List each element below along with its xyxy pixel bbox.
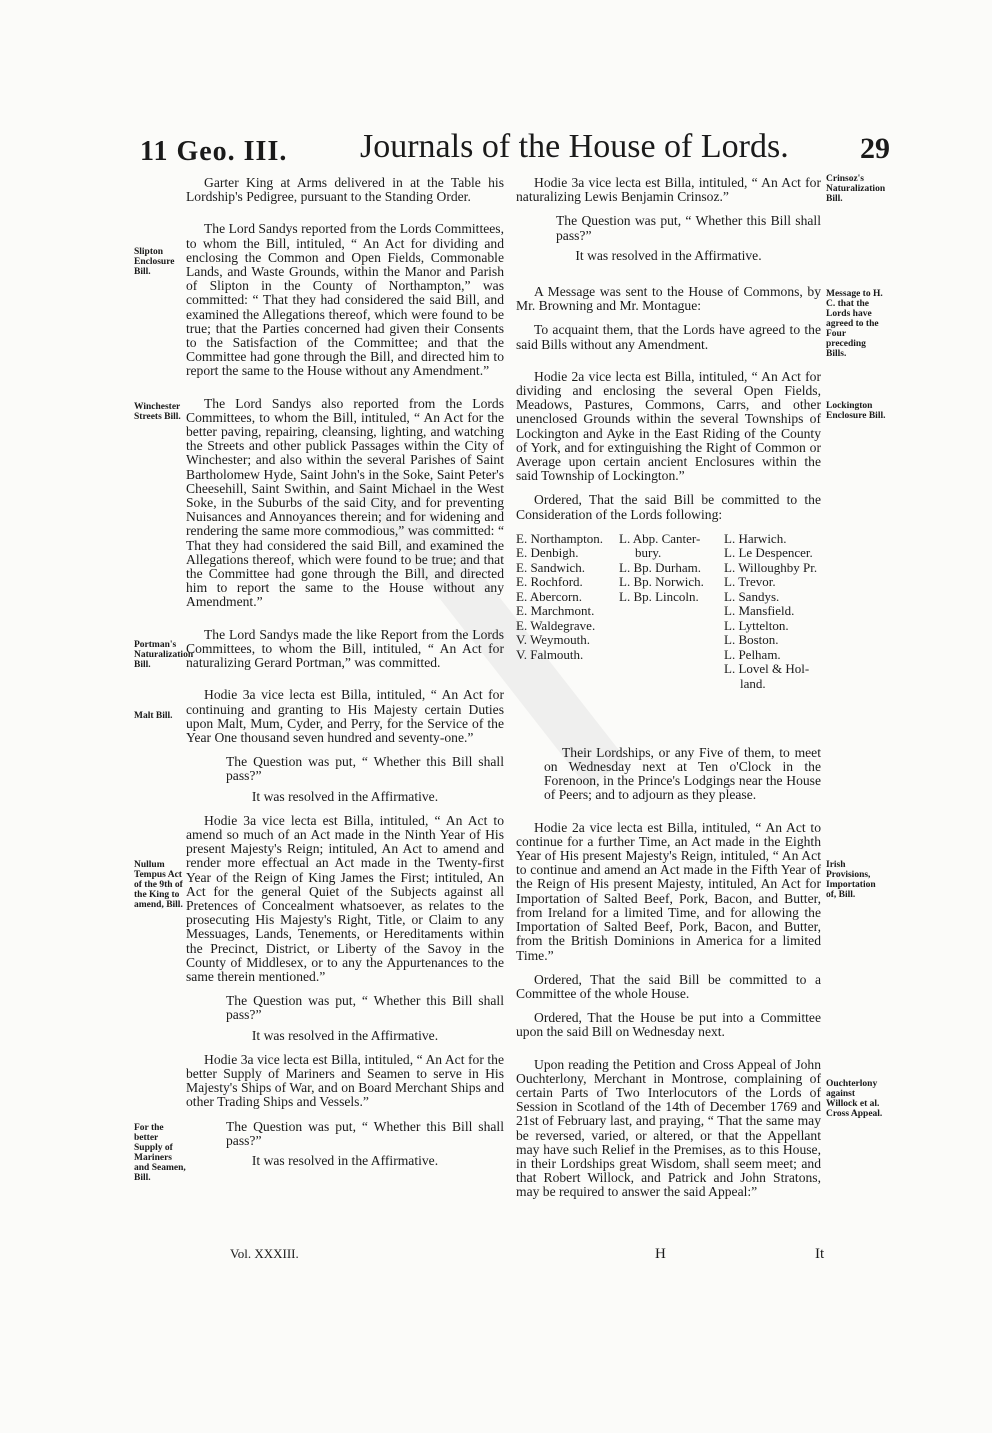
page-number: 29: [860, 132, 890, 165]
resolution-line: It was resolved in the Affirmative.: [251, 788, 439, 804]
regnal-year: 11 Geo. III.: [140, 136, 288, 167]
margin-note-nullum-tempus: Nullum Tempus Act of the 9th of the King to amend, Bill.: [134, 860, 183, 910]
volume-label: Vol. XXXIII.: [230, 1246, 299, 1261]
lords-list-column-1: [516, 532, 611, 663]
lord-name: land.: [740, 675, 766, 691]
resolution-line: It was resolved in the Affirmative.: [251, 1152, 439, 1168]
paragraph: A Message was sent to the House of Commons, by Mr. Browning and Mr. Montague:: [516, 284, 821, 314]
catchword: It: [815, 1246, 825, 1262]
question-line: The Question was put, “ Whether this Bill shall pass?”: [556, 213, 821, 243]
lord-name: E. Northampton.: [516, 530, 604, 546]
margin-note-message: Message to H. C. that the Lords have agreed to the Four preceding Bills.: [826, 289, 883, 359]
lord-name: L. Bp. Lincoln.: [619, 588, 699, 604]
margin-note-lockington: Lockington Enclosure Bill.: [826, 401, 886, 421]
lord-name: L. Mansfield.: [724, 603, 795, 619]
lord-name: L. Abp. Canter-: [619, 530, 701, 546]
lords-list-column-2: [619, 532, 719, 605]
lord-name: L. Sandys.: [724, 588, 780, 604]
lord-name: E. Rochford.: [516, 574, 583, 590]
lord-name: L. Willoughby Pr.: [724, 559, 818, 575]
lord-name: L. Pelham.: [724, 646, 781, 662]
question-line: The Question was put, “ Whether this Bill shall pass?”: [226, 1118, 504, 1148]
paragraph: The Lord Sandys reported from the Lords Committees, to whom the Bill, intituled, “ An Act for dividing and enclosing the Common and Open Fields, Commonable Lands, and Waste Grounds, within the Manor and Parish of Slipton in the County of Northampton,” was committed: “ That they had considered the said Bill, and examined the Allegations thereof, which were found to be true; that the Parties concerned had given their Consents to the Satisfaction of the Committee; and that the Committee had gone through the Bill, and directed him to report the same to the House without any Amendment.”: [186, 221, 504, 379]
lord-name: L. Le Despencer.: [724, 545, 813, 561]
question-line: The Question was put, “ Whether this Bill shall pass?”: [226, 993, 504, 1023]
paragraph: Hodie 3a vice lecta est Billa, intituled, “ An Act to amend so much of an Act made in the Ninth Year of His present Majesty's Reign; intituled, An Act to amend and render more effectual an Act made in the Twenty-first Year of the Reign of King James the First; intituled, An Act for the general Quiet of the Subjects against all Pretences of Concealment whatsoever, as relates to the prosecuting His Majesty's Right, Title, or Claim to any Messuages, Lands, Tenements, or Hereditaments within the Precinct, District, or Liberty of the Savoy in the County of Middlesex, or to any the Appurtenances to the same therein mentioned.”: [186, 812, 504, 984]
left-column: [186, 176, 504, 1178]
lord-name: V. Falmouth.: [516, 646, 584, 662]
lord-name: E. Abercorn.: [516, 588, 583, 604]
paragraph: Ordered, That the said Bill be committed to the Consideration of the Lords following:: [516, 492, 821, 522]
paragraph: Hodie 3a vice lecta est Billa, intituled, “ An Act for continuing and granting to His Majesty certain Duties upon Malt, Mum, Cyder, and Perry, for the Service of the Year One thousand seven hundred and seventy-one.”: [186, 687, 504, 745]
question-line: The Question was put, “ Whether this Bill shall pass?”: [226, 754, 504, 784]
resolution-line: It was resolved in the Affirmative.: [575, 247, 762, 263]
margin-note-slipton: Slipton Enclosure Bill.: [134, 247, 175, 277]
paragraph: Ordered, That the said Bill be committed to a Committee of the whole House.: [516, 971, 821, 1001]
paragraph: Upon reading the Petition and Cross Appeal of John Ouchterlony, Merchant in Montrose, complaining of certain Parts of Two Interlocutors of the Lords of Session in Scotland of the 14th of December 1769 and 21st of February last, and praying, “ That the same may be reversed, varied, or altered, or that the Appellant may have such Relief in the Premises, as to this House, in their Lordships great Wisdom, shall seem meet; and that Robert Willock, and Patrick and John Stratons, may be required to answer the said Appeal:”: [516, 1056, 821, 1200]
paragraph: Hodie 3a vice lecta est Billa, intituled, “ An Act for the better Supply of Mariners and Seamen to serve in His Majesty's Ships of War, and on Board Merchant Ships and other Trading Ships and Vessels.”: [186, 1051, 504, 1110]
margin-note-crinsoz: Crinsoz's Naturalization Bill.: [826, 174, 886, 204]
lord-name: E. Waldegrave.: [516, 617, 596, 633]
lord-name: E. Sandwich.: [516, 559, 585, 575]
lord-name: L. Lyttelton.: [724, 617, 789, 633]
lord-name: L. Boston.: [724, 632, 779, 648]
paragraph: Hodie 2a vice lecta est Billa, intituled, “ An Act for dividing and enclosing the several Open Fields, Meadows, Pastures, Commons, Carrs, and other unenclosed Grounds within the several Townships of Lockington and Ayke in the East Riding of the County of York, and for extinguishing the Right of Common or Average upon certain ancient Enclosures within the said Township of Lockington.”: [516, 368, 821, 484]
paragraph: Ordered, That the House be put into a Committee upon the said Bill on Wednesday next.: [516, 1010, 821, 1040]
lord-name: L. Bp. Norwich.: [619, 574, 704, 590]
paragraph: To acquaint them, that the Lords have agreed to the said Bills without any Amendment.: [516, 322, 821, 352]
signature-mark: H: [655, 1246, 666, 1262]
lord-name: E. Marchmont.: [516, 603, 595, 619]
paragraph: Garter King at Arms delivered in at the Table his Lordship's Pedigree, pursuant to the Standing Order.: [186, 175, 504, 205]
paragraph: Hodie 2a vice lecta est Billa, intituled, “ An Act to continue for a further Time, an Act made in the Eighth Year of His present Majesty's Reign, intituled, “ An Act to continue and amend an Act made in the Fifth Year of the Reign of His present Majesty, intituled, An Act for Importation of Salted Beef, Pork, Bacon, and Butter, from Ireland for a limited Time, and for allowing the Importation of Salted Beef, Pork, Bacon, and Butter, from the British Dominions in America for a limited Time.”: [516, 819, 821, 963]
resolution-line: It was resolved in the Affirmative.: [251, 1027, 439, 1043]
running-header: [140, 128, 890, 176]
lord-name: L. Bp. Durham.: [619, 559, 701, 575]
margin-note-irish-provisions: Irish Provisions, Importation of, Bill.: [826, 860, 876, 900]
margin-note-ouchterlony: Ouchterlony against Willock et al. Cross Appeal.: [826, 1079, 883, 1119]
paragraph: The Lord Sandys also reported from the Lords Committees, to whom the Bill, intituled, “ An Act for the better paving, repairing, cleansing, lighting, and watching the Streets and other publick Passages within the City of Winchester; and also within the several Parishes of Saint Bartholomew Hyde, Saint John's in the Soke, Saint Peter's Cheesehill, Saint Swithin, and Saint Michael in the West Soke, in the Suburbs of the said City, and for preventing Nuisances and Annoyances therein; and for widening and rendering the same more commodious,” was committed: “ That they had considered the said Bill, and examined the Allegations thereof, which were found to be true; and that the Committee had gone through the Bill, and directed him to report the same to the House without any Amendment.”: [186, 395, 504, 610]
paragraph: The Lord Sandys made the like Report from the Lords Committees, to whom the Bill, intituled, “ An Act for naturalizing Gerard Portman,” was committed.: [186, 626, 504, 671]
margin-note-winchester: Winchester Streets Bill.: [134, 402, 181, 422]
lords-list-column-3: [724, 532, 824, 692]
right-column: [516, 176, 821, 1210]
margin-note-mariners: For the better Supply of Mariners and Seamen, Bill.: [134, 1123, 186, 1183]
lord-name: bury.: [635, 545, 662, 561]
paragraph: Hodie 3a vice lecta est Billa, intituled, “ An Act for naturalizing Lewis Benjamin Crinsoz.”: [516, 175, 821, 205]
lord-name: V. Weymouth.: [516, 632, 590, 648]
paragraph: Their Lordships, or any Five of them, to meet on Wednesday next at Ten o'Clock in the Forenoon, in the Prince's Lodgings near the House of Peers; and to adjourn as they please.: [544, 744, 821, 803]
margin-note-portman: Portman's Naturalization Bill.: [134, 640, 194, 670]
lord-name: E. Denbigh.: [516, 545, 579, 561]
lord-name: L. Lovel & Hol-: [724, 661, 810, 677]
margin-note-malt: Malt Bill.: [134, 711, 173, 721]
lord-name: L. Harwich.: [724, 530, 787, 546]
lord-name: L. Trevor.: [724, 574, 776, 590]
journal-title: Journals of the House of Lords.: [360, 128, 789, 165]
lords-committee-list: [516, 532, 821, 732]
